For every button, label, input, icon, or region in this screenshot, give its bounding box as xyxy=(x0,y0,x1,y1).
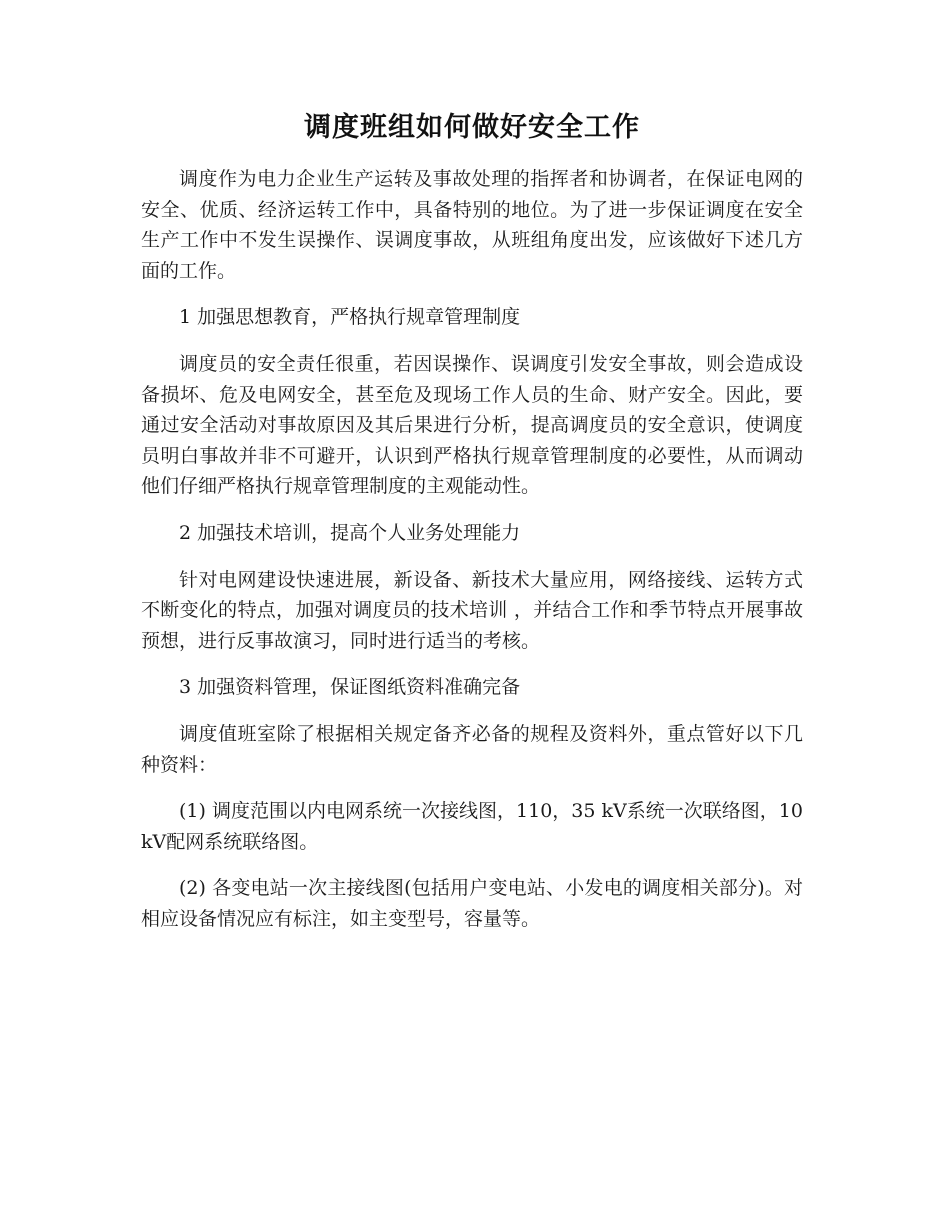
document-title: 调度班组如何做好安全工作 xyxy=(304,112,640,143)
list-item-2: (2) 各变电站一次主接线图(包括用户变电站、小发电的调度相关部分)。对相应设备情况应有标注，如主变型号，容量等。 xyxy=(141,877,803,930)
section-heading-3: 3 加强资料管理，保证图纸资料准确完备 xyxy=(179,676,521,699)
document-page xyxy=(141,108,803,950)
list-item-1: (1) 调度范围以内电网系统一次接线图，110，35 kV系统一次联络图，10 kV配网系统联络图。 xyxy=(141,800,803,853)
section-body-2: 针对电网建设快速进展，新设备、新技术大量应用，网络接线、运转方式不断变化的特点，加强对调度员的技术培训 ，并结合工作和季节特点开展事故预想，进行反事故演习，同时进行适当的考核。 xyxy=(141,568,803,652)
section-body-1: 调度员的安全责任很重，若因误操作、误调度引发安全事故，则会造成设备损坏、危及电网安全，甚至危及现场工作人员的生命、财产安全。因此，要通过安全活动对事故原因及其后果进行分析，提高调度员的安全意识，使调度员明白事故并非不可避开，认识到严格执行规章管理制度的必要性，从而调动他们仔细严格执行规章管理制度的主观能动性。 xyxy=(141,352,803,498)
section-heading-1: 1 加强思想教育，严格执行规章管理制度 xyxy=(179,306,521,329)
section-body-3: 调度值班室除了根据相关规定备齐必备的规程及资料外，重点管好以下几种资料： xyxy=(141,722,803,776)
intro-paragraph: 调度作为电力企业生产运转及事故处理的指挥者和协调者，在保证电网的安全、优质、经济运转工作中，具备特别的地位。为了进一步保证调度在安全生产工作中不发生误操作、误调度事故，从班组角度出发，应该做好下述几方面的工作。 xyxy=(141,168,803,282)
section-heading-2: 2 加强技术培训，提高个人业务处理能力 xyxy=(179,521,521,544)
